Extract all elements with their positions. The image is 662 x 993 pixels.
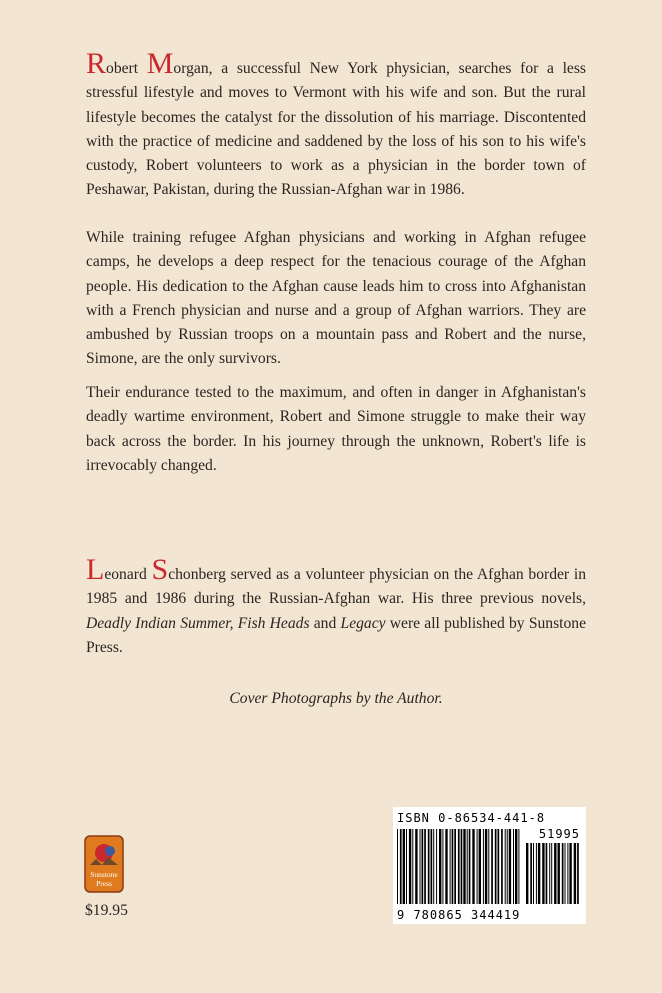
book-title: Fish Heads [237,614,310,632]
isbn-text: ISBN 0-86534-441-8 [397,811,546,825]
synopsis-paragraph-1: Robert Morgan, a successful New York physician, searches for a less stressful lifestyle and moves to Vermont with his wife and son. But the rural lifestyle becomes the catalyst for the dissolution of his marriage. Discontented with the practice of medicine and saddened by the loss of his son to his wife's custody, Robert volunteers to work as a physician in the border town of Peshawar, Pakistan, during the Russian-Afghan war in 1986. [86,47,586,199]
dropcap: R [86,47,107,80]
ean-barcode [397,829,522,904]
synopsis-paragraph-3: Their endurance tested to the maximum, and often in danger in Afghanistan's deadly wartime environment, Robert and Simone struggle to make their way back across the border. In his journey through the unknown, Robert's life is irrevocably changed. [86,384,586,474]
price-code: 51995 [538,827,580,841]
author-bio: Leonard Schonberg served as a volunteer physician on the Afghan border in 1985 and 1986 during the Russian-Afghan war. His three previous novels, Deadly Indian Summer, Fish Heads and Legacy were all published by Sunstone Press. [86,553,586,656]
ean-digits: 9 780865 344419 [397,908,521,922]
photo-credit: Cover Photographs by the Author. [229,690,443,707]
logo-text-line1: Sunstone [90,870,118,879]
logo-text-line2: Press [96,879,112,888]
dropcap: M [146,47,174,80]
barcode-label [393,807,586,924]
book-title: Legacy [340,614,386,632]
dropcap: S [151,553,169,586]
sunstone-press-logo [84,835,124,893]
price: $19.95 [85,902,128,919]
book-title: Deadly Indian Summer, [86,614,234,632]
synopsis-paragraph-2: While training refugee Afghan physicians and working in Afghan refugee camps, he develops a deep respect for the tenacious courage of the Afghan people. His dedication to the Afghan cause leads him to cross into Afghanistan with a French physician and nurse and a group of Afghan warriors. They are ambushed by Russian troops on a mountain pass and Robert and the nurse, Simone, are the only survivors. [86,229,586,368]
price-addon-barcode [526,843,580,904]
dropcap: L [86,553,105,586]
